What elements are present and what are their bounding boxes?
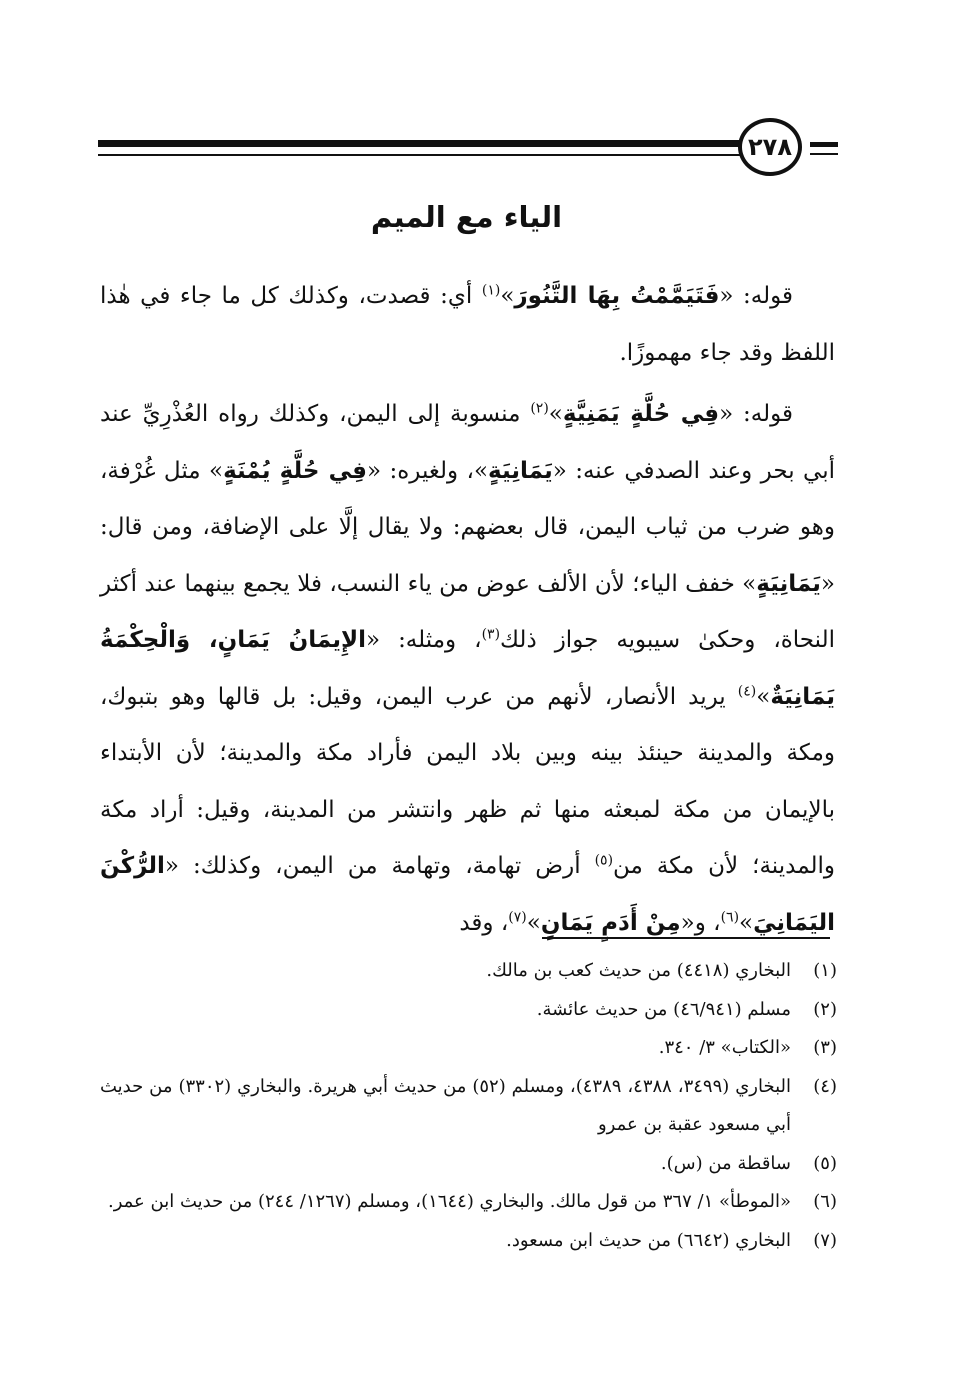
footnote-reference: (٤): [737, 682, 757, 699]
quoted-hadith-text: فِي حُلَّةٍ يُمْنَةٍ: [223, 457, 367, 484]
text-segment: » مثل غُرْفة، وهو ضرب من ثياب اليمن، قال بعضهم: ولا يقال إلَّا على الإضافة، ومن قال: «: [100, 457, 835, 597]
main-text: [100, 268, 835, 951]
header-rule-right-thin: [810, 153, 838, 155]
footnote-number: (٦): [813, 1191, 837, 1212]
text-segment: قوله: «: [719, 283, 794, 309]
footnote-item: [100, 1029, 837, 1068]
page-header: [98, 118, 838, 182]
quoted-hadith-text: فَتَيَمَّمْتُ بِهَا التَّنُورَ: [514, 283, 720, 309]
quoted-hadith-text: يَمَانِيَةٍ: [488, 457, 553, 484]
footnote-reference: (٥): [594, 852, 614, 869]
text-segment: »: [756, 683, 771, 710]
quoted-hadith-text: فِي حُلَّةٍ يَمَنِيَّةٍ: [562, 401, 720, 427]
text-segment: » خفف الياء؛ لأن الألف عوض من ياء النسب، فلا يجمع بينهما عند أكثر النحاة، وحكىٰ سيبويه جواز ذلك: [100, 570, 835, 653]
footnote-item: [100, 952, 837, 991]
text-segment: أي: قصدت، وكذلك كل ما جاء في هٰذا اللفظ وقد جاء مهموزًا.: [100, 283, 835, 366]
text-segment: »: [500, 283, 515, 309]
text-segment: ، ومثله: «: [365, 627, 482, 653]
footnote-item: [100, 991, 837, 1030]
footnote-number: (٤): [813, 1075, 837, 1097]
header-rule-thick: [98, 140, 746, 147]
text-segment: »: [526, 909, 541, 936]
text-segment: ، وقد: [459, 909, 509, 936]
footnote-text: البخاري (٤٤١٨) من حديث كعب بن مالك.: [486, 960, 791, 981]
footnote-text: مسلم (٤٦/٩٤١) من حديث عائشة.: [536, 998, 791, 1020]
quoted-hadith-text: الرُّكْنَ اليَمَانِيَ: [100, 853, 835, 936]
paragraph: [100, 268, 835, 381]
footnote-number: (٢): [813, 998, 837, 1020]
page-number: ٢٧٨: [748, 133, 792, 161]
footnotes-list: [100, 952, 837, 1260]
footnote-item: [100, 1068, 837, 1145]
text-segment: »: [739, 909, 754, 936]
text-segment: ، و«: [680, 909, 721, 936]
footnote-reference: (٣): [481, 626, 501, 643]
footnote-reference: (٢): [530, 400, 549, 417]
footnote-number: (٣): [813, 1037, 837, 1058]
paragraph: [100, 386, 835, 951]
footnote-text: البخاري (٣٤٩٩، ٤٣٨٨، ٤٣٨٩)، ومسلم (٥٢) من حديث أبي هريرة. والبخاري (٣٣٠٢) من حديث أبي مسعود عقبة بن عمرو: [100, 1075, 791, 1135]
footnote-text: «الكتاب» ٣/ ٣٤٠.: [658, 1037, 791, 1058]
footnote-item: [100, 1145, 837, 1184]
text-segment: يريد الأنصار، لأنهم من عرب اليمن، وقيل: بل قالها وهو بتبوك، ومكة والمدينة حينئذ بينه وبين بلاد اليمن فأراد مكة والمدينة؛ لأن الأبتداء بالإيمان من مكة لمبعثه منها ثم ظهر وانتشر من المدينة، وقيل: أراد مكة والمدينة؛ لأن مكة من: [100, 683, 835, 879]
header-rule-right-thick: [810, 142, 838, 147]
footnote-text: ساقطة من (س).: [660, 1152, 791, 1174]
text-segment: »: [548, 401, 563, 427]
text-segment: »، ولغيره: «: [366, 457, 489, 484]
footnote-text: «الموطأ» ١/ ٣٦٧ من قول مالك. والبخاري (١٦٤٤)، ومسلم (١٢٦٧/ ٢٤٤) من حديث ابن عمر.: [107, 1191, 791, 1212]
footnote-separator: [542, 937, 830, 939]
text-segment: أرض تهامة، وتهامة من اليمن، وكذلك: «: [164, 853, 595, 879]
header-rule-thin: [98, 154, 746, 156]
footnote-reference: (٦): [720, 908, 740, 925]
footnote-item: [100, 1222, 837, 1261]
footnote-text: البخاري (٦٦٤٢) من حديث ابن مسعود.: [506, 1229, 791, 1251]
footnote-reference: (٧): [508, 908, 527, 925]
quoted-hadith-text: الإِيمَانُ يَمَانٍ، وَالْحِكْمَةُ يَمَانِيَةٌ: [100, 627, 835, 710]
footnote-reference: (١): [481, 282, 501, 299]
footnote-item: [100, 1183, 837, 1222]
text-segment: قوله: «: [719, 401, 794, 427]
footnote-number: (١): [813, 960, 837, 981]
footnote-number: (٥): [813, 1152, 837, 1174]
chapter-title: الياء مع الميم: [370, 200, 563, 234]
page-number-circle: [738, 118, 802, 176]
text-segment: منسوبة إلى اليمن، وكذلك رواه العُذْرِيِّ عند أبي بحر وعند الصدفي عنه: «: [100, 401, 835, 484]
quoted-hadith-text: مِنْ أَدَمٍ يَمَانٍ: [540, 909, 681, 936]
footnote-number: (٧): [813, 1229, 837, 1251]
quoted-hadith-text: يَمَانِيَةٍ: [756, 570, 821, 597]
